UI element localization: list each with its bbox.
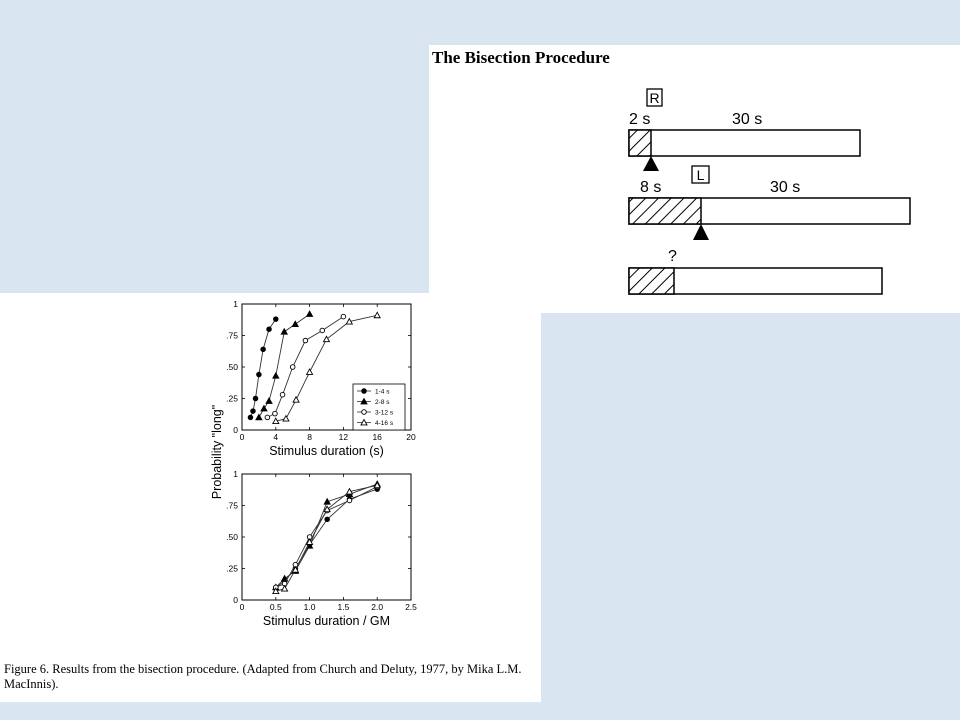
legend-marker-1-4 s — [362, 389, 367, 394]
y-tick-label: .50 — [226, 362, 238, 372]
data-point-4-16 s — [307, 369, 313, 374]
x-tick-label: 4 — [273, 432, 279, 442]
trial-3-stimulus-segment — [629, 268, 674, 294]
data-point-2-8 s — [307, 311, 313, 316]
trial-1-bar — [629, 130, 860, 156]
response-label-l: L — [696, 167, 705, 183]
data-point-2-8 s — [273, 373, 279, 378]
data-point-3-12 s — [290, 365, 295, 370]
x-tick-label: 2.0 — [371, 602, 384, 612]
shared-y-axis-label: Probability "long" — [210, 404, 224, 500]
figure-caption: Figure 6. Results from the bisection procedure. (Adapted from Church and Deluty, 1977, by Mika L.M. MacInnis). — [4, 662, 522, 691]
x-tick-label: 20 — [406, 432, 416, 442]
legend-entry-1-4 s: 1-4 s — [375, 388, 390, 396]
y-tick-label: 1 — [233, 299, 238, 309]
data-point-1-4 s — [257, 372, 262, 377]
plot-frame — [242, 474, 411, 600]
data-point-4-16 s — [283, 416, 289, 421]
data-point-4-16 s — [282, 586, 288, 591]
procedure-diagram — [429, 45, 960, 313]
data-point-1-4 s — [274, 317, 279, 322]
legend-marker-3-12 s — [362, 410, 367, 415]
x-tick-label: 1.5 — [337, 602, 350, 612]
trial-2-stimulus-segment — [629, 198, 701, 224]
trial-2-duration-label: 8 s — [640, 179, 662, 196]
results-figure-panel — [0, 293, 541, 702]
data-point-2-8 s — [281, 329, 287, 334]
x-tick-label: 0 — [239, 602, 245, 612]
trial-3-question-label: ? — [668, 248, 677, 265]
data-point-3-12 s — [341, 314, 346, 319]
data-point-4-16 s — [324, 336, 330, 341]
trial-1-stimulus-segment — [629, 130, 651, 156]
results-chart — [0, 293, 541, 663]
legend-entry-3-12 s: 3-12 s — [375, 409, 394, 417]
data-point-3-12 s — [265, 415, 270, 420]
x-tick-label: 16 — [372, 432, 382, 442]
x-axis-label: Stimulus duration (s) — [269, 444, 384, 458]
x-axis-label: Stimulus duration / GM — [262, 614, 391, 628]
procedure-title: The Bisection Procedure — [432, 48, 610, 67]
y-tick-label: .25 — [226, 393, 238, 404]
chart-normalized-durations — [226, 469, 417, 628]
data-point-3-12 s — [280, 392, 285, 397]
y-tick-label: .50 — [226, 532, 238, 542]
data-point-2-8 s — [292, 321, 298, 326]
data-point-4-16 s — [293, 397, 299, 402]
y-tick-label: 0 — [233, 425, 238, 435]
trial-3 — [629, 248, 882, 294]
data-point-3-12 s — [273, 411, 278, 416]
y-tick-label: .25 — [226, 563, 238, 574]
trial-2-response-arrow-icon — [693, 224, 709, 240]
trial-2-total-label: 30 s — [770, 179, 801, 196]
chart-raw-durations — [226, 299, 416, 458]
y-tick-label: 0 — [233, 595, 238, 605]
bisection-procedure-panel — [429, 45, 960, 313]
data-point-1-4 s — [325, 517, 330, 522]
data-point-3-12 s — [320, 328, 325, 333]
data-point-1-4 s — [267, 327, 272, 332]
legend-entry-2-8 s: 2-8 s — [375, 399, 390, 406]
trial-1-total-label: 30 s — [732, 111, 763, 128]
x-tick-label: 0 — [239, 432, 245, 442]
data-point-2-8 s — [256, 414, 262, 419]
y-tick-label: .75 — [226, 330, 238, 341]
series-line-3-12 s — [267, 317, 343, 418]
x-tick-label: 8 — [307, 432, 312, 442]
trial-1 — [629, 89, 860, 171]
data-point-1-4 s — [253, 396, 258, 401]
data-point-2-8 s — [261, 406, 267, 411]
x-tick-label: 2.5 — [405, 602, 417, 612]
data-point-1-4 s — [248, 415, 253, 420]
trial-2 — [629, 166, 910, 240]
legend-entry-4-16 s: 4-16 s — [375, 420, 394, 427]
x-tick-label: 12 — [338, 432, 349, 442]
data-point-3-12 s — [303, 338, 308, 343]
data-point-4-16 s — [374, 312, 380, 317]
data-point-1-4 s — [251, 409, 256, 414]
data-point-3-12 s — [347, 498, 352, 503]
x-tick-label: 1.0 — [303, 602, 316, 612]
data-point-1-4 s — [261, 347, 266, 352]
y-tick-label: .75 — [226, 500, 238, 511]
trial-1-duration-label: 2 s — [629, 111, 651, 128]
x-tick-label: 0.5 — [269, 602, 282, 612]
response-label-r: R — [649, 90, 660, 106]
y-tick-label: 1 — [233, 469, 238, 479]
data-point-2-8 s — [266, 398, 272, 403]
trial-1-response-arrow-icon — [643, 156, 659, 171]
